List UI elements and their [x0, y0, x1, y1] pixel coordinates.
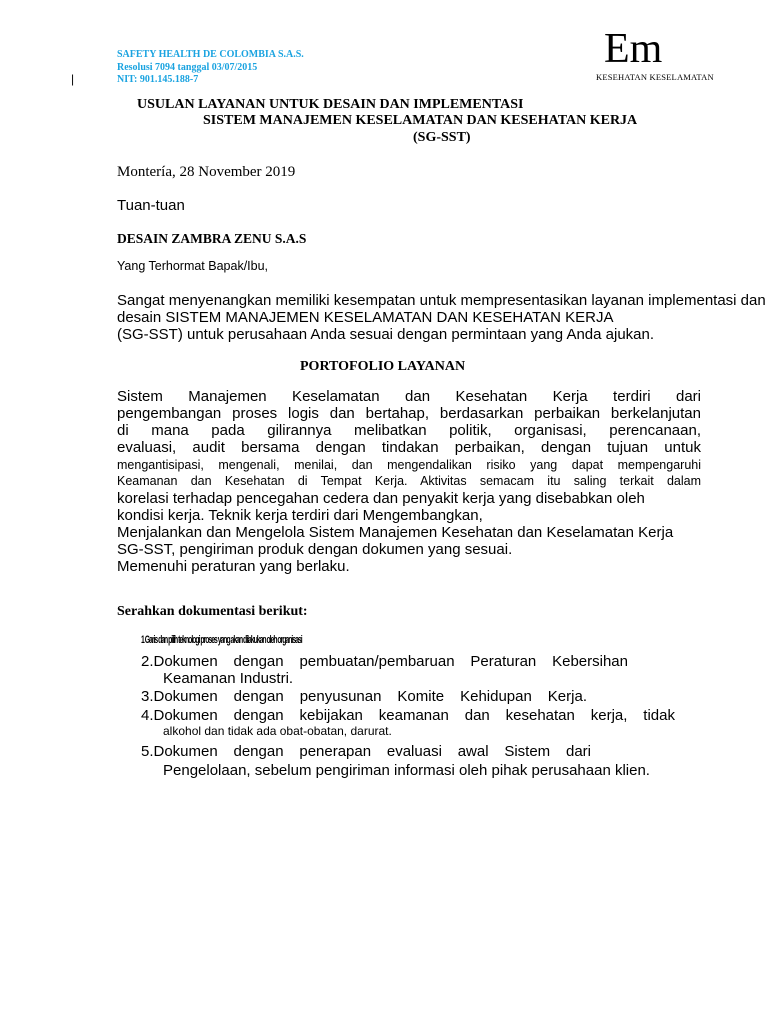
intro-line: Sangat menyenangkan memiliki kesempatan untuk mempresentasikan layanan implementasi dan [117, 292, 766, 309]
company-info [117, 49, 304, 87]
document-title-line-2: SISTEM MANAJEMEN KESELAMATAN DAN KESEHATAN KERJA [203, 113, 638, 128]
portfolio-line: Menjalankan dan Mengelola Sistem Manajemen Kesehatan dan Keselamatan Kerja [117, 524, 674, 541]
documents-heading: Serahkan dokumentasi berikut: [117, 604, 308, 619]
list-item: 3.Dokumen dengan penyusunan Komite Kehidupan Kerja. [141, 688, 587, 705]
letter-addressee: DESAIN ZAMBRA ZENU S.A.S [117, 231, 307, 246]
portfolio-line: di mana pada gilirannya melibatkan politik, organisasi, perencanaan, [117, 422, 701, 439]
portfolio-line: korelasi terhadap pencegahan cedera dan penyakit kerja yang disebabkan oleh [117, 490, 645, 507]
intro-line: (SG-SST) untuk perusahaan Anda sesuai dengan permintaan yang Anda ajukan. [117, 326, 655, 343]
portfolio-heading: PORTOFOLIO LAYANAN [300, 359, 466, 374]
document-title-line-3: (SG-SST) [413, 130, 471, 145]
letter-salutation: Yang Terhormat Bapak/Ibu, [117, 259, 269, 273]
intro-line: desain SISTEM MANAJEMEN KESELAMATAN DAN KESEHATAN KERJA [117, 309, 614, 326]
portfolio-line: Keamanan dan Kesehatan di Tempat Kerja. Aktivitas semacam itu saling terkait dalam [117, 474, 701, 488]
list-item: 5.Dokumen dengan penerapan evaluasi awal Sistem dari [141, 743, 591, 760]
list-item-continuation: Pengelolaan, sebelum pengiriman informasi oleh pihak perusahaan klien. [163, 762, 650, 779]
portfolio-line: Memenuhi peraturan yang berlaku. [117, 558, 350, 575]
letter-greeting: Tuan-tuan [117, 197, 185, 214]
logo-text: Em [604, 26, 663, 72]
portfolio-line: Sistem Manajemen Keselamatan dan Kesehatan Kerja terdiri dari [117, 388, 701, 405]
company-logo [594, 26, 718, 86]
intro-paragraph [117, 292, 766, 343]
list-item: 2.Dokumen dengan pembuatan/pembaruan Peraturan Kebersihan [141, 653, 628, 670]
document-title-line-1: USULAN LAYANAN UNTUK DESAIN DAN IMPLEMENTASI [137, 97, 524, 112]
portfolio-line: evaluasi, audit bersama dengan tindakan perbaikan, dengan tujuan untuk [117, 439, 701, 456]
text-cursor-mark: | [71, 72, 75, 86]
portfolio-line: kondisi kerja. Teknik kerja terdiri dari Mengembangkan, [117, 507, 483, 524]
list-item-continuation: alkohol dan tidak ada obat-obatan, darurat. [163, 724, 392, 738]
list-item: 4.Dokumen dengan kebijakan keamanan dan kesehatan kerja, tidak [141, 707, 675, 724]
company-name: SAFETY HEALTH DE COLOMBIA S.A.S. [117, 49, 304, 60]
logo-tagline: KESEHATAN KESELAMATAN [596, 72, 714, 82]
letter-date: Montería, 28 November 2019 [117, 164, 296, 180]
list-item: 1 Garis dan pilih teknologi proses yang akan dilakukan oleh organisasi [141, 634, 302, 646]
portfolio-line: SG-SST, pengiriman produk dengan dokumen yang sesuai. [117, 541, 513, 558]
company-resolution: Resolusi 7094 tanggal 03/07/2015 [117, 61, 258, 73]
portfolio-line: pengembangan proses logis dan bertahap, berdasarkan perbaikan berkelanjutan [117, 405, 701, 422]
list-item-continuation: Keamanan Industri. [163, 670, 294, 687]
company-nit: NIT: 901.145.188-7 [117, 74, 199, 85]
portfolio-line: mengantisipasi, mengenali, menilai, dan mengendalikan risiko yang dapat mempengaruhi [117, 458, 701, 472]
